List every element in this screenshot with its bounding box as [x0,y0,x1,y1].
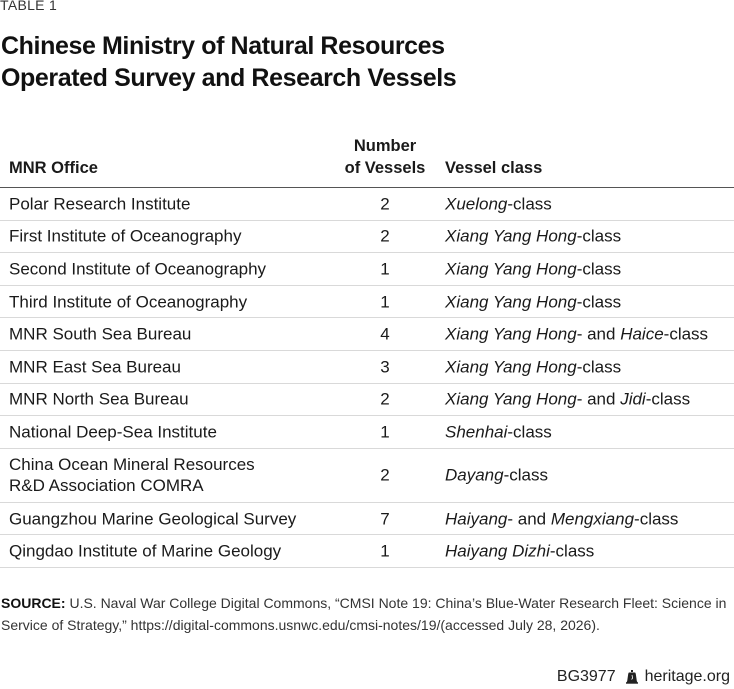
office-name: MNR North Sea Bureau [9,389,189,409]
office-name: MNR East Sea Bureau [9,357,181,377]
vessel-class-part: -class [645,389,691,409]
office-name: China Ocean Mineral Resources [9,455,255,475]
vessel-class-part: - and [576,389,621,409]
cell-number: 7 [380,509,390,529]
cell-number: 2 [380,226,390,246]
vessel-class-part: -class [663,324,709,344]
cell-office [9,454,255,496]
office-name-line-2: R&D Association COMRA [9,476,204,496]
office-name: Guangzhou Marine Geological Survey [9,509,297,529]
footer [557,668,730,686]
cell-vessel-class [445,291,621,312]
vessel-class-part: -class [549,541,595,561]
page-title [1,30,456,94]
vessel-class-part: -class [507,422,552,442]
vessel-class-part: Haiyang Dizhi [445,541,550,561]
header-office: MNR Office [9,159,98,177]
cell-number: 4 [380,324,390,344]
cell-office [9,258,266,279]
vessel-class-part: Xiang Yang Hong [445,357,577,377]
vessels-table [0,132,734,568]
cell-vessel-class [445,258,621,279]
office-name: Qingdao Institute of Marine Geology [9,541,282,561]
header-class: Vessel class [445,159,543,177]
cell-office [9,508,296,529]
vessel-class-part: Xiang Yang Hong [445,259,577,279]
vessel-class-part: Haice [620,324,664,344]
footer-site: heritage.org [644,668,730,685]
cell-number: 3 [380,357,390,377]
vessel-class-part: Xiang Yang Hong [445,226,577,246]
vessel-class-part: Mengxiang [550,509,635,529]
vessel-class-part: Xiang Yang Hong [445,292,577,312]
vessel-class-part: Jidi [620,389,646,409]
table-row [0,503,734,536]
vessel-class-part: Dayang [445,465,504,485]
cell-vessel-class [445,421,552,442]
source-text: U.S. Naval War College Digital Commons, “CMSI Note 19: China’s Blue-Water Research Fleet: Science in Service of Strategy,” https://digital-commons.usnwc.edu/cmsi-notes/19/(accessed July 28, 2026). [1,595,727,633]
cell-office [9,389,189,410]
cell-vessel-class [445,193,552,214]
cell-vessel-class [445,389,690,410]
table-row [0,253,734,286]
table-row [0,221,734,254]
vessel-class-part: -class [507,194,552,214]
table-row [0,384,734,417]
table-row [0,351,734,384]
cell-office [9,193,190,214]
vessel-class-part: Xiang Yang Hong [445,324,577,344]
table-row [0,449,734,503]
office-name: First Institute of Oceanography [9,226,242,246]
header-number [340,135,430,179]
vessel-class-part: -class [634,509,679,529]
cell-vessel-class [445,465,548,486]
table-row [0,188,734,221]
source-label: SOURCE: [1,595,66,611]
cell-number: 1 [380,292,390,312]
vessel-class-part: Shenhai [445,422,508,442]
table-header [0,132,734,188]
source-note [1,592,731,636]
header-number-line-1: Number [353,137,417,155]
cell-office [9,541,281,562]
cell-vessel-class [445,324,708,345]
vessel-class-part: - and [576,324,621,344]
cell-number: 1 [380,259,390,279]
cell-office [9,356,181,377]
cell-vessel-class [445,226,621,247]
title-line-2: Operated Survey and Research Vessels [1,64,457,92]
cell-office [9,421,217,442]
vessel-class-part: -class [503,465,549,485]
office-name: MNR South Sea Bureau [9,324,192,344]
vessel-class-part: - and [507,509,551,529]
vessel-class-part: Xiang Yang Hong [445,389,577,409]
cell-number: 1 [380,422,390,442]
table-body [0,188,734,568]
cell-office [9,291,247,312]
table-row [0,535,734,568]
vessel-class-part: -class [576,259,622,279]
cell-number: 2 [380,465,390,485]
vessel-class-part: -class [576,226,622,246]
cell-office [9,226,241,247]
table-row [0,318,734,351]
vessel-class-part: -class [576,292,622,312]
office-name: National Deep-Sea Institute [9,422,217,442]
cell-vessel-class [445,356,621,377]
table-row [0,286,734,319]
office-name: Third Institute of Oceanography [9,292,248,312]
cell-number: 1 [380,541,390,561]
title-line-1: Chinese Ministry of Natural Resources [1,32,445,60]
cell-office [9,324,191,345]
office-name: Polar Research Institute [9,194,191,214]
table-label: TABLE 1 [0,0,58,13]
vessel-class-part: Xuelong [445,194,508,214]
footer-id: BG3977 [556,668,616,685]
liberty-bell-icon [625,670,639,685]
vessel-class-part: -class [576,357,622,377]
table-row [0,416,734,449]
cell-vessel-class [445,508,678,529]
header-number-line-2: of Vessels [344,159,426,177]
vessel-class-part: Haiyang [445,509,508,529]
office-name: Second Institute of Oceanography [9,259,267,279]
cell-number: 2 [380,194,390,214]
cell-number: 2 [380,389,390,409]
cell-vessel-class [445,541,594,562]
